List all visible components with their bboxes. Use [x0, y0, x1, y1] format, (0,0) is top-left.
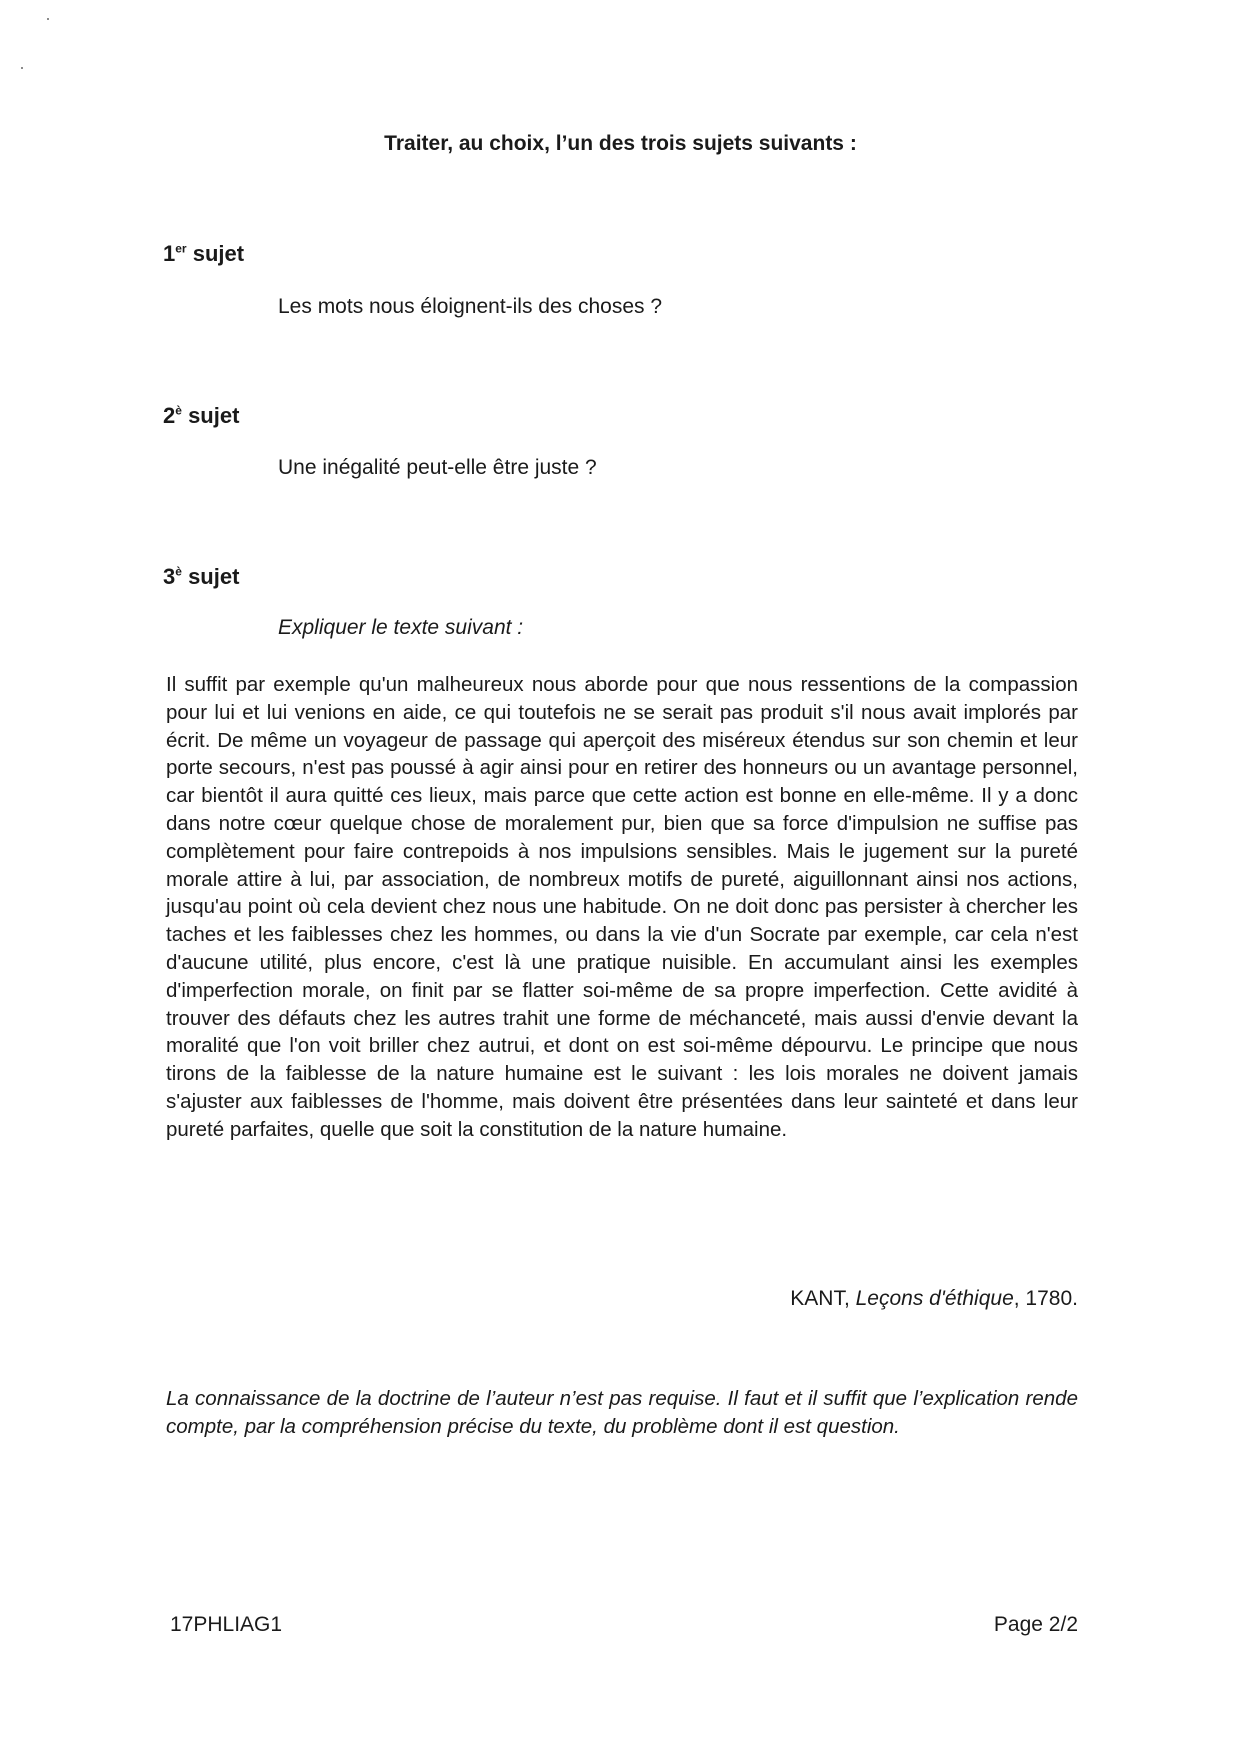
exam-code: 17PHLIAG1 — [170, 1613, 283, 1636]
scan-mark — [21, 67, 23, 69]
subject-2-question: Une inégalité peut-elle être juste ? — [278, 456, 597, 479]
subject-ordinal: è — [175, 403, 182, 418]
subject-1-question: Les mots nous éloignent-ils des choses ? — [278, 295, 663, 318]
subject-3-heading — [163, 564, 239, 590]
subject-ordinal: er — [175, 241, 187, 256]
scan-mark — [47, 18, 49, 20]
subject-word: sujet — [188, 403, 240, 428]
subject-word: sujet — [192, 241, 245, 266]
citation-year: , 1780. — [1013, 1287, 1078, 1310]
subject-word: sujet — [188, 564, 240, 589]
subject-number: 3 — [163, 564, 176, 589]
subject-number: 2 — [163, 403, 176, 428]
instruction-note: La connaissance de la doctrine de l’auteur n’est pas requise. Il faut et il suffit que l’explication rende compte, par la compréhension précise du texte, du problème dont il est question. — [166, 1387, 1078, 1438]
kant-passage: Il suffit par exemple qu'un malheureux nous aborde pour que nous ressentions de la compassion pour lui et lui venions en aide, ce qui toutefois ne se serait pas produit s'il nous avait implorés par écrit. De même un voyageur de passage qui aperçoit des miséreux étendus sur son chemin et leur porte secours, n'est pas poussé à agir ainsi pour en retirer des honneurs ou un avantage personnel, car bientôt il aura quitté ces lieux, mais parce que cette action est bonne en elle-même. Il y a donc dans notre cœur quelque chose de moralement pur, bien que sa force d'impulsion ne suffise pas complètement pour faire contrepoids à nos impulsions sensibles. Mais le jugement sur la pureté morale attire à lui, par association, de nombreux motifs de pureté, aiguillonnant ainsi nos actions, jusqu'au point où cela devient chez nous une habitude. On ne doit donc pas persister à chercher les taches et les faiblesses chez les hommes, ou dans la vie d'un Socrate par exemple, car cela n'est d'aucune utilité, plus encore, c'est là une pratique nuisible. En accumulant ainsi les exemples d'imperfection morale, on finit par se flatter soi-même de sa propre imperfection. Cette avidité à trouver des défauts chez les autres trahit une forme de méchanceté, mais aussi d'envie devant la moralité que l'on voit briller chez autrui, et dont on est soi-même dépourvu. Le principe que nous tirons de la faiblesse de la nature humaine est le suivant : les lois morales ne doivent jamais s'ajuster aux faiblesses de l'homme, mais doivent être présentées dans leur sainteté et dans leur pureté parfaites, quelle que soit la constitution de la nature humaine. — [166, 673, 1078, 1141]
subject-number: 1 — [163, 241, 176, 266]
page-title: Traiter, au choix, l’un des trois sujets suivants : — [384, 132, 857, 155]
subject-ordinal: è — [175, 564, 182, 579]
citation-work: Leçons d'éthique — [855, 1287, 1014, 1310]
citation — [790, 1287, 1078, 1311]
subject-1-heading — [163, 241, 244, 267]
citation-author: KANT, — [790, 1287, 856, 1310]
subject-2-heading — [163, 403, 239, 429]
page-number: Page 2/2 — [993, 1613, 1078, 1636]
subject-3-instruction: Expliquer le texte suivant : — [278, 616, 524, 639]
